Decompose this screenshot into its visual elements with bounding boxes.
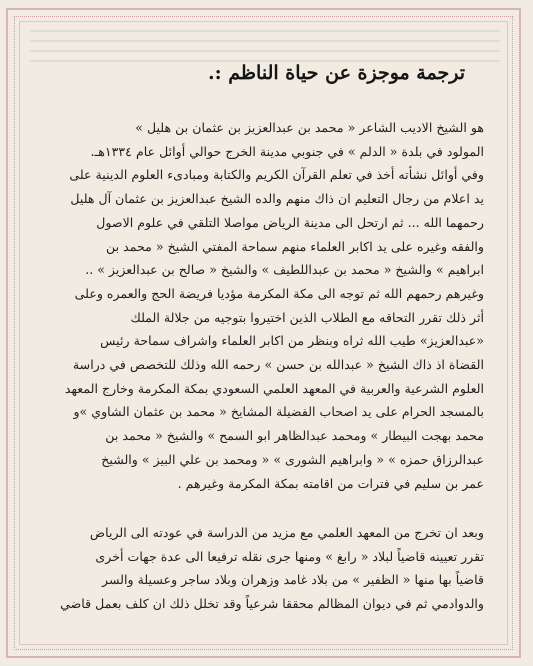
text-line: هو الشيخ الاديب الشاعر « محمد بن عبدالعزيز بن عثمان بن هليل » — [135, 120, 484, 135]
text-line: المولود في بلدة « الدلم » في جنوبي مدينة الخرج حوالي أوائل عام ١٣٣٤هـ. — [90, 143, 484, 159]
paragraph-career — [46, 521, 484, 616]
paragraph-biography — [46, 116, 484, 495]
text-line: بالمسجد الحرام على يد اصحاب الفضيلة المشايخ « محمد بن عثمان الشاوي »و — [73, 404, 484, 420]
text-line: والدوادمي ثم في ديوان المظالم محققا شرعياً وقد تخلل ذلك ان كلف بعمل قاضي — [60, 596, 484, 612]
text-line: والفقه وغيره على يد اكابر العلماء منهم سماحة المفتي الشيخ « محمد بن — [106, 238, 484, 254]
section-heading: ترجمة موجزة عن حياة الناظم :. — [208, 62, 465, 84]
text-line: قاضياً بها منها « الظفير » من بلاد غامد وزهران وبلاد ساجر وعسيلة والسر — [102, 572, 484, 588]
text-line: «عبدالعزيز» طيب الله ثراه وبنظر من اكابر العلماء واشراف سماحة رئيس — [100, 333, 484, 349]
text-line: رحمهما الله ... ثم ارتحل الى مدينة الرياض مواصلا التلقي في علوم الاصول — [96, 214, 484, 230]
text-line: تقرر تعيينه قاضياً لبلاد « رابغ » ومنها جرى نقله ترفيعا الى عدة جهات أخرى — [95, 548, 484, 564]
text-line: ابراهيم » والشيخ « محمد بن عبداللطيف » والشيخ « صالح بن عبدالعزيز » .. — [85, 262, 484, 278]
text-line: وبعد ان تخرج من المعهد العلمي مع مزيد من الدراسة في عودته الى الرياض — [89, 525, 484, 540]
text-line: العلوم الشرعية والعربية في المعهد العلمي السعودي بمكة المكرمة وخارج المعهد — [64, 380, 484, 396]
text-line: وفي أوائل نشأته أخذ في تعلم القرآن الكريم والكتابة ومبادىء العلوم الدينية على — [69, 167, 484, 183]
text-line: القضاة اذ ذاك الشيخ « عبدالله بن حسن » رحمه الله وذلك للتخصص في دراسة — [72, 357, 484, 373]
text-line: محمد بهجت البيطار » ومحمد عبدالظاهر ابو السمح » والشيخ « محمد بن — [105, 428, 484, 444]
text-line: عمر بن سليم في فترات من اقامته بمكة المكرمة وغيرهم . — [177, 475, 484, 491]
text-line: أثر ذلك تقرر التحاقه مع الطلاب الذين اختيروا بتوجيه من جلالة الملك — [130, 309, 484, 325]
text-line: وغيرهم رحمهم الله ثم توجه الى مكة المكرمة مؤديا فريضة الحج والعمره وعلى — [74, 285, 484, 301]
text-line: يد اعلام من رجال التعليم ان ذاك منهم والده الشيخ عبدالعزيز بن عثمان آل هليل — [70, 191, 484, 207]
text-line: عبدالرزاق حمزه » « وابراهيم الشورى » « ومحمد بن علي البيز » والشيخ — [101, 451, 484, 467]
